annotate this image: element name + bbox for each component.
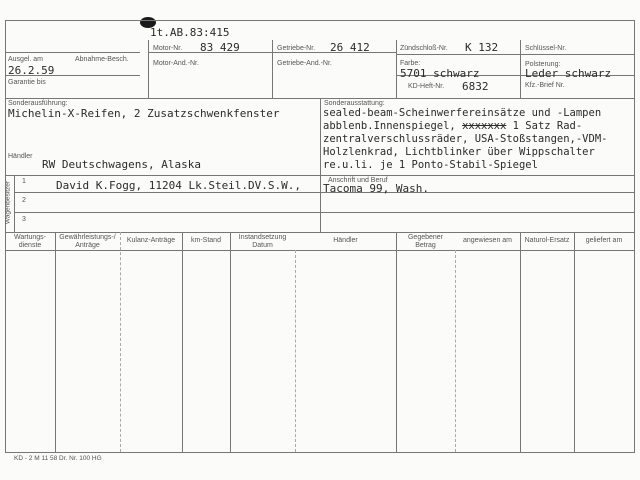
rule-col (396, 232, 397, 452)
col-header: angewiesen am (462, 237, 513, 244)
polsterung-label: Polsterung: (525, 61, 561, 68)
rule-v (272, 40, 273, 98)
haendler-label: Händler (8, 153, 33, 160)
haendler-value: RW Deutschwagens, Alaska (42, 158, 201, 171)
getriebe-nr-value: 26 412 (330, 41, 370, 54)
rule-sub (5, 52, 140, 53)
sonderausstattung-line5: re.u.li. je 1 Ponto-Stabil-Spiegel (323, 159, 538, 171)
kd-heft-label: KD-Heft-Nr. (408, 83, 445, 90)
col-header: Naturol-Ersatz (524, 237, 570, 244)
rule-owner-bottom (5, 232, 635, 233)
sonderausstattung-line3: zentralverschlussräder, USA-Stoßstangen,-VDM- (323, 133, 608, 145)
rule-top (5, 20, 635, 21)
anschrift-label: Anschrift und Beruf (328, 177, 388, 184)
col-header: Kulanz-Anträge (126, 237, 176, 244)
typ-value: 1t.AB.83:415 (150, 26, 230, 39)
owner1-name: David K.Fogg, 11204 Lk.Steil.DV.S.W., (56, 179, 302, 192)
col-header: geliefert am (585, 237, 623, 244)
getriebe-aend-label: Getriebe-And.-Nr. (277, 60, 332, 67)
rule-table-header (5, 250, 635, 251)
rule-right (634, 20, 635, 452)
col-header: Gewährleistungs-/ Anträge (59, 234, 116, 249)
zuendschloss-label: Zündschloß-Nr. (400, 45, 448, 52)
rule-col (55, 232, 56, 452)
sonderausstattung-struck: xxxxxxx (462, 120, 507, 132)
col-header: Händler (333, 237, 358, 244)
sonderausstattung-line1: sealed-beam-Scheinwerfereinsätze und -Lampen (323, 107, 602, 119)
farbe-value: 5701 schwarz (400, 67, 480, 80)
rule-v-owner (14, 175, 15, 232)
wagenbesitzer-label-box (1, 178, 14, 230)
col-header: km-Stand (191, 237, 221, 244)
rule-owner-row (14, 212, 634, 213)
wagenbesitzer-label: Wagenbesitzer (4, 180, 12, 225)
rule-v (148, 40, 149, 98)
ausgel-am-value: 26.2.59 (8, 64, 55, 77)
rule-col-dashed (295, 250, 296, 452)
polsterung-value: Leder schwarz (525, 67, 612, 80)
sonderausstattung-line2-post: 1 Satz Rad- (506, 120, 583, 132)
rule-v-mid (320, 98, 321, 232)
owner-row-number: 3 (22, 216, 26, 223)
rule-col-dashed (455, 250, 456, 452)
farbe-label: Farbe: (400, 60, 421, 67)
owner-row-number: 2 (22, 197, 26, 204)
sonderausstattung-line2-pre: abblenb.Innenspiegel, (323, 120, 463, 132)
garantie-label: Garantie bis (8, 79, 46, 86)
getriebe-nr-label: Getriebe-Nr. (277, 45, 316, 52)
col-header: Gegebener Betrag (407, 234, 444, 249)
rule-col (520, 232, 521, 452)
rule-v (396, 40, 397, 98)
motor-aend-label: Motor-And.-Nr. (153, 60, 199, 67)
kfz-brief-label: Kfz.-Brief Nr. (525, 82, 565, 89)
motor-nr-value: 83 429 (200, 41, 240, 54)
rule-v (520, 40, 521, 98)
owner1-city: Tacoma 99, Wash. (323, 182, 429, 195)
sonderausfuehrung-value: Michelin-X-Reifen, 2 Zusatzschwenkfenster (8, 107, 280, 120)
owner-row-number: 1 (22, 178, 26, 185)
rule-bottom (5, 452, 635, 453)
ausgel-am-label: Ausgel. am (8, 56, 44, 63)
kd-heft-value: 6832 (462, 80, 489, 93)
rule-col (182, 232, 183, 452)
print-code: KD - 2 M 11 58 Dr. Nr. 100 HG (14, 455, 102, 462)
zuendschloss-value: K 132 (465, 41, 499, 54)
schluessel-label: Schlüssel-Nr. (525, 45, 567, 52)
col-header: Wartungs- dienste (13, 234, 47, 249)
rule-sub (396, 54, 634, 55)
sonderausstattung-label: Sonderausstattung: (324, 100, 385, 107)
col-header: Instandsetzung Datum (238, 234, 287, 249)
abnahme-label: Abnahme-Besch. (75, 56, 129, 63)
rule-col (230, 232, 231, 452)
sonderausfuehrung-label: Sonderausführung: (8, 100, 68, 107)
motor-nr-label: Motor-Nr. (153, 45, 183, 52)
rule-col-dashed (120, 232, 121, 452)
rule-col (574, 232, 575, 452)
sonderausstattung-line2 (323, 120, 582, 132)
sonderausstattung-line4: Holzlenkrad, Lichtblinker über Wippschalter (323, 146, 595, 158)
